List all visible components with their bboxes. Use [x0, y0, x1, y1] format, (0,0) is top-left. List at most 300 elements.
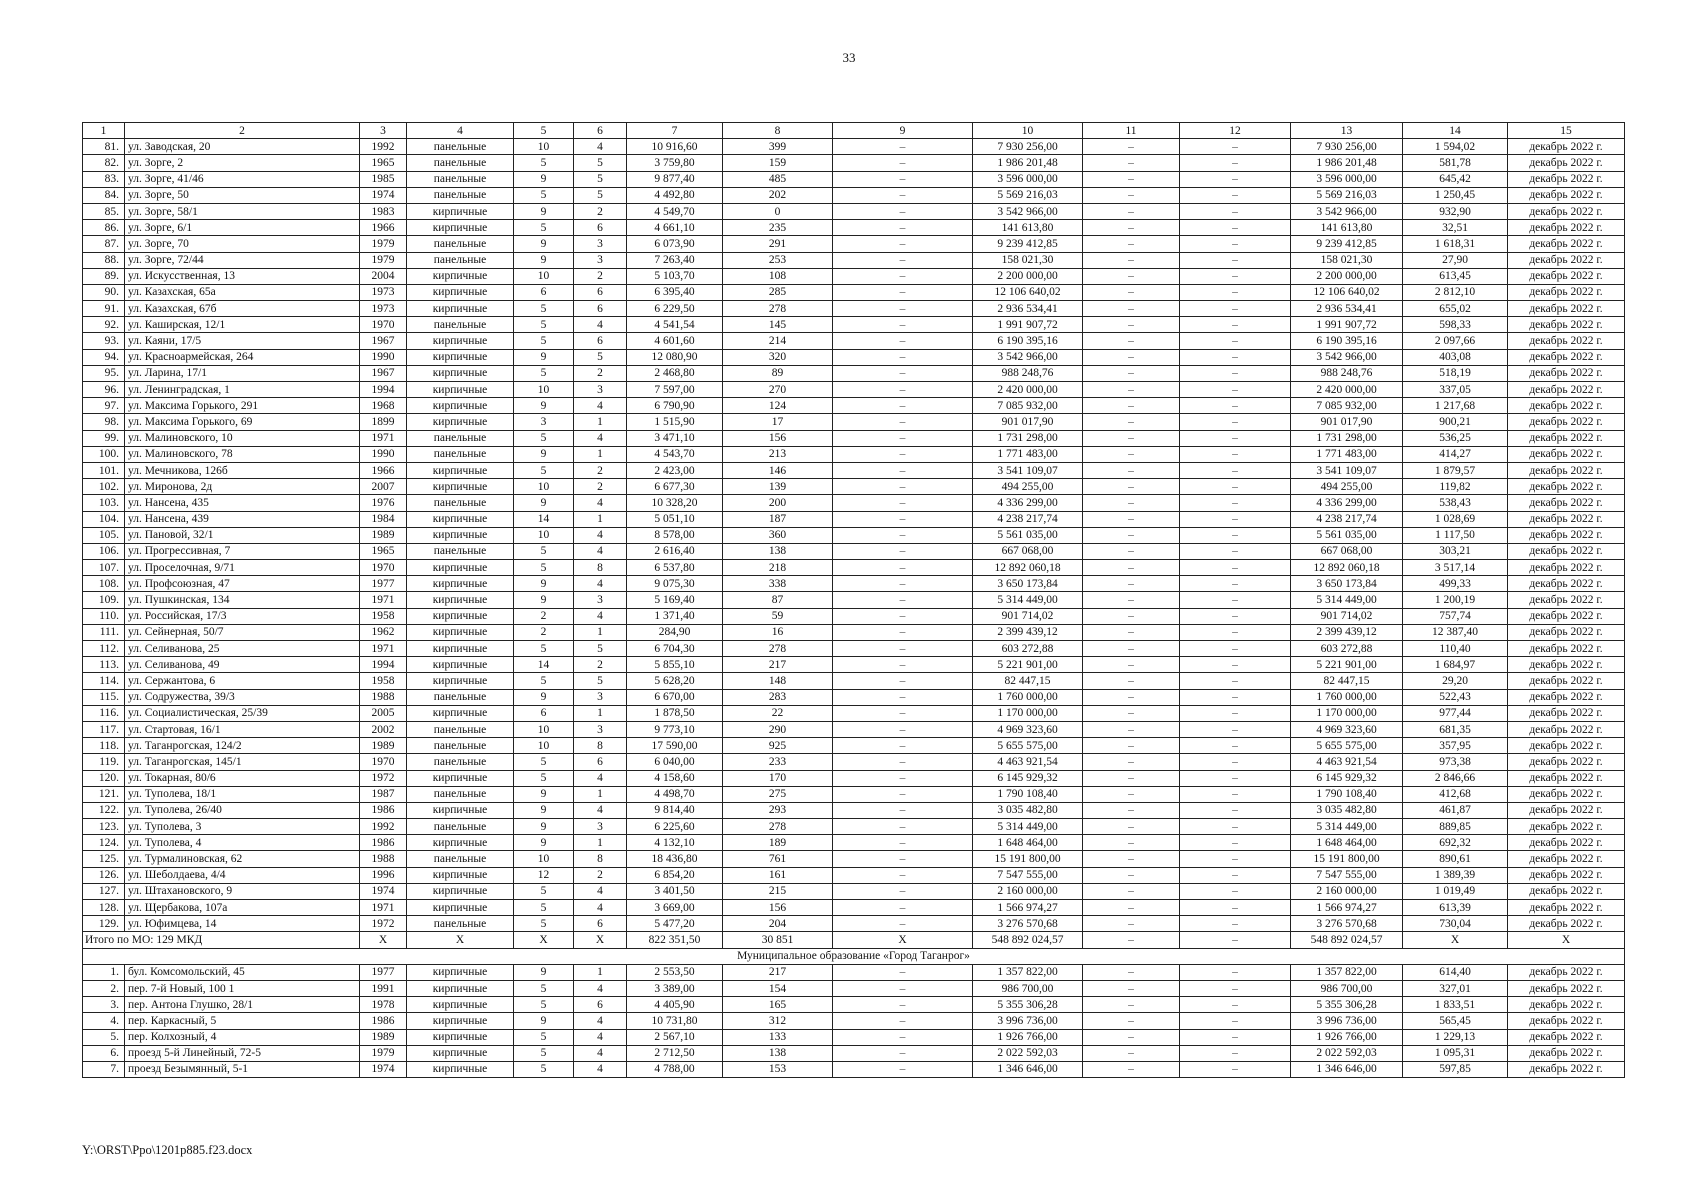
- table-cell: ул. Пановой, 32/1: [125, 527, 360, 543]
- table-cell: –: [1180, 900, 1291, 916]
- table-row: [83, 430, 1625, 446]
- table-cell: ул. Шеболдаева, 4/4: [125, 867, 360, 883]
- table-cell: кирпичные: [407, 220, 514, 236]
- table-cell: 4: [574, 1029, 627, 1045]
- table-cell: ул. Токарная, 80/6: [125, 770, 360, 786]
- table-cell: 2 200 000,00: [1291, 268, 1403, 284]
- table-cell: 107.: [83, 560, 125, 576]
- table-cell: 399: [723, 139, 833, 155]
- table-cell: 122.: [83, 802, 125, 818]
- total-cell: X: [1508, 932, 1625, 948]
- table-cell: 9 814,40: [627, 802, 723, 818]
- table-cell: 403,08: [1403, 349, 1508, 365]
- table-cell: –: [1180, 446, 1291, 462]
- table-row: [83, 511, 1625, 527]
- table-cell: 1970: [360, 754, 407, 770]
- table-cell: 1958: [360, 608, 407, 624]
- table-cell: 1978: [360, 997, 407, 1013]
- column-header: 7: [627, 123, 723, 139]
- table-cell: 6: [574, 301, 627, 317]
- table-row: [83, 203, 1625, 219]
- table-cell: 2005: [360, 705, 407, 721]
- column-header: 4: [407, 123, 514, 139]
- table-cell: 1 389,39: [1403, 867, 1508, 883]
- table-cell: –: [833, 349, 973, 365]
- table-cell: 6 229,50: [627, 301, 723, 317]
- table-cell: кирпичные: [407, 657, 514, 673]
- table-cell: 327,01: [1403, 980, 1508, 996]
- table-cell: 3 471,10: [627, 430, 723, 446]
- table-cell: 6 790,90: [627, 398, 723, 414]
- table-cell: 108: [723, 268, 833, 284]
- table-cell: –: [1083, 916, 1180, 932]
- table-cell: 1966: [360, 220, 407, 236]
- table-cell: 2 097,66: [1403, 333, 1508, 349]
- table-cell: –: [1083, 997, 1180, 1013]
- table-cell: ул. Ленинградская, 1: [125, 382, 360, 398]
- table-row: [83, 851, 1625, 867]
- table-row: [83, 1045, 1625, 1061]
- table-cell: –: [1180, 236, 1291, 252]
- table-row: [83, 819, 1625, 835]
- table-cell: 1972: [360, 770, 407, 786]
- table-cell: ул. Мечникова, 126б: [125, 462, 360, 478]
- table-cell: 202: [723, 187, 833, 203]
- table-row: [83, 835, 1625, 851]
- table-cell: 5 655 575,00: [1291, 738, 1403, 754]
- table-cell: кирпичные: [407, 770, 514, 786]
- table-row: [83, 721, 1625, 737]
- section-title: Муниципальное образование «Город Таганрог»: [83, 948, 1625, 964]
- table-row: [83, 867, 1625, 883]
- table-cell: 156: [723, 900, 833, 916]
- table-cell: декабрь 2022 г.: [1508, 139, 1625, 155]
- table-cell: 12 892 060,18: [973, 560, 1083, 576]
- table-cell: декабрь 2022 г.: [1508, 187, 1625, 203]
- table-cell: 614,40: [1403, 964, 1508, 980]
- table-cell: декабрь 2022 г.: [1508, 883, 1625, 899]
- table-cell: –: [1180, 382, 1291, 398]
- table-cell: 214: [723, 333, 833, 349]
- table-cell: –: [1083, 268, 1180, 284]
- table-cell: 10: [514, 268, 574, 284]
- table-cell: 3.: [83, 997, 125, 1013]
- table-cell: –: [1180, 543, 1291, 559]
- table-cell: декабрь 2022 г.: [1508, 284, 1625, 300]
- table-cell: –: [1083, 883, 1180, 899]
- table-cell: 217: [723, 657, 833, 673]
- table-cell: ул. Туполева, 26/40: [125, 802, 360, 818]
- table-cell: ул. Зорге, 6/1: [125, 220, 360, 236]
- table-cell: –: [833, 495, 973, 511]
- table-cell: 5: [514, 1045, 574, 1061]
- table-cell: –: [1083, 754, 1180, 770]
- table-cell: декабрь 2022 г.: [1508, 576, 1625, 592]
- table-cell: 4: [574, 802, 627, 818]
- table-cell: 1965: [360, 543, 407, 559]
- table-cell: 285: [723, 284, 833, 300]
- table-cell: кирпичные: [407, 462, 514, 478]
- table-cell: кирпичные: [407, 203, 514, 219]
- table-cell: 9: [514, 786, 574, 802]
- table-row: [83, 462, 1625, 478]
- table-cell: 1: [574, 964, 627, 980]
- table-cell: 4: [574, 1061, 627, 1077]
- table-cell: 293: [723, 802, 833, 818]
- table-cell: панельные: [407, 851, 514, 867]
- table-cell: 1 095,31: [1403, 1045, 1508, 1061]
- table-cell: 5: [514, 220, 574, 236]
- table-cell: –: [833, 365, 973, 381]
- table-cell: –: [833, 268, 973, 284]
- table-cell: –: [1180, 802, 1291, 818]
- table-cell: 10: [514, 382, 574, 398]
- table-cell: 681,35: [1403, 721, 1508, 737]
- column-header: 12: [1180, 123, 1291, 139]
- table-cell: ул. Красноармейская, 264: [125, 349, 360, 365]
- table-cell: –: [833, 479, 973, 495]
- table-cell: 4 969 323,60: [1291, 721, 1403, 737]
- table-cell: 7 930 256,00: [1291, 139, 1403, 155]
- total-label: Итого по МО: 129 МКД: [83, 932, 360, 948]
- table-cell: –: [833, 964, 973, 980]
- table-cell: 187: [723, 511, 833, 527]
- table-cell: 900,21: [1403, 414, 1508, 430]
- table-cell: 5 355 306,28: [1291, 997, 1403, 1013]
- table-cell: пер. Антона Глушко, 28/1: [125, 997, 360, 1013]
- table-cell: ул. Казахская, 67б: [125, 301, 360, 317]
- table-cell: 1 170 000,00: [1291, 705, 1403, 721]
- table-cell: 99.: [83, 430, 125, 446]
- table-cell: декабрь 2022 г.: [1508, 317, 1625, 333]
- table-cell: 337,05: [1403, 382, 1508, 398]
- table-cell: кирпичные: [407, 365, 514, 381]
- table-cell: 6: [514, 284, 574, 300]
- table-cell: 7 547 555,00: [1291, 867, 1403, 883]
- table-cell: 116.: [83, 705, 125, 721]
- table-cell: 4: [574, 980, 627, 996]
- table-cell: кирпичные: [407, 867, 514, 883]
- table-cell: 3 759,80: [627, 155, 723, 171]
- table-cell: 5: [514, 301, 574, 317]
- table-cell: 5 561 035,00: [1291, 527, 1403, 543]
- table-cell: декабрь 2022 г.: [1508, 754, 1625, 770]
- table-cell: 291: [723, 236, 833, 252]
- table-cell: декабрь 2022 г.: [1508, 1061, 1625, 1077]
- table-cell: 290: [723, 721, 833, 737]
- table-cell: 1977: [360, 576, 407, 592]
- table-cell: 6.: [83, 1045, 125, 1061]
- table-cell: –: [1180, 883, 1291, 899]
- table-cell: 145: [723, 317, 833, 333]
- table-cell: 461,87: [1403, 802, 1508, 818]
- table-cell: 3 541 109,07: [973, 462, 1083, 478]
- table-cell: 1992: [360, 819, 407, 835]
- table-cell: 730,04: [1403, 916, 1508, 932]
- table-cell: 6: [574, 997, 627, 1013]
- table-cell: 5: [574, 349, 627, 365]
- table-cell: кирпичные: [407, 414, 514, 430]
- table-cell: 1976: [360, 495, 407, 511]
- table-row: [83, 980, 1625, 996]
- table-cell: 1 371,40: [627, 608, 723, 624]
- table-cell: 1988: [360, 851, 407, 867]
- table-cell: кирпичные: [407, 511, 514, 527]
- table-cell: 1: [574, 786, 627, 802]
- table-cell: 3 596 000,00: [973, 171, 1083, 187]
- table-cell: –: [1083, 900, 1180, 916]
- table-cell: –: [1083, 495, 1180, 511]
- table-cell: 360: [723, 527, 833, 543]
- table-cell: 1967: [360, 365, 407, 381]
- table-cell: 6 040,00: [627, 754, 723, 770]
- table-cell: 4: [574, 317, 627, 333]
- table-cell: декабрь 2022 г.: [1508, 171, 1625, 187]
- table-cell: 96.: [83, 382, 125, 398]
- table-cell: ул. Туполева, 3: [125, 819, 360, 835]
- table-cell: 146: [723, 462, 833, 478]
- table-cell: 4: [574, 527, 627, 543]
- table-cell: 102.: [83, 479, 125, 495]
- table-cell: панельные: [407, 689, 514, 705]
- table-cell: –: [833, 980, 973, 996]
- table-row: [83, 1029, 1625, 1045]
- table-row: [83, 705, 1625, 721]
- table-cell: 89.: [83, 268, 125, 284]
- table-cell: 1958: [360, 673, 407, 689]
- table-cell: 1994: [360, 382, 407, 398]
- table-row: [83, 382, 1625, 398]
- table-cell: кирпичные: [407, 673, 514, 689]
- table-cell: 12 106 640,02: [1291, 284, 1403, 300]
- table-cell: декабрь 2022 г.: [1508, 835, 1625, 851]
- table-cell: кирпичные: [407, 479, 514, 495]
- table-cell: 1 618,31: [1403, 236, 1508, 252]
- table-cell: ул. Селиванова, 25: [125, 641, 360, 657]
- table-cell: 2 553,50: [627, 964, 723, 980]
- table-cell: 1989: [360, 738, 407, 754]
- table-cell: 170: [723, 770, 833, 786]
- table-cell: 2: [514, 624, 574, 640]
- table-cell: 645,42: [1403, 171, 1508, 187]
- housing-table: [82, 122, 1625, 1078]
- table-row: [83, 689, 1625, 705]
- table-cell: 82.: [83, 155, 125, 171]
- section-row: [83, 948, 1625, 964]
- table-cell: декабрь 2022 г.: [1508, 495, 1625, 511]
- table-cell: 128.: [83, 900, 125, 916]
- table-cell: 6 073,90: [627, 236, 723, 252]
- table-cell: 9: [514, 1013, 574, 1029]
- table-cell: 3: [574, 592, 627, 608]
- table-cell: 4 788,00: [627, 1061, 723, 1077]
- table-cell: ул. Таганрогская, 145/1: [125, 754, 360, 770]
- table-cell: –: [833, 252, 973, 268]
- table-cell: кирпичные: [407, 835, 514, 851]
- table-cell: ул. Зорге, 70: [125, 236, 360, 252]
- table-cell: ул. Туполева, 18/1: [125, 786, 360, 802]
- table-cell: 17 590,00: [627, 738, 723, 754]
- table-cell: 12 892 060,18: [1291, 560, 1403, 576]
- table-cell: 6: [514, 705, 574, 721]
- table-cell: декабрь 2022 г.: [1508, 1029, 1625, 1045]
- table-cell: кирпичные: [407, 997, 514, 1013]
- table-cell: 9 239 412,85: [973, 236, 1083, 252]
- table-cell: 667 068,00: [973, 543, 1083, 559]
- table-cell: 522,43: [1403, 689, 1508, 705]
- table-cell: 6: [574, 220, 627, 236]
- table-cell: –: [1180, 592, 1291, 608]
- table-cell: –: [833, 721, 973, 737]
- table-cell: 1974: [360, 1061, 407, 1077]
- table-cell: 10 731,80: [627, 1013, 723, 1029]
- table-cell: 278: [723, 641, 833, 657]
- table-cell: 4.: [83, 1013, 125, 1029]
- table-row: [83, 349, 1625, 365]
- table-cell: –: [1083, 576, 1180, 592]
- table-cell: –: [833, 527, 973, 543]
- table-cell: 114.: [83, 673, 125, 689]
- table-cell: –: [833, 786, 973, 802]
- table-cell: 59: [723, 608, 833, 624]
- table-cell: –: [1180, 268, 1291, 284]
- table-cell: 1 790 108,40: [973, 786, 1083, 802]
- table-cell: 5: [514, 770, 574, 786]
- table-cell: 1974: [360, 883, 407, 899]
- table-cell: 5: [514, 883, 574, 899]
- table-cell: 6 190 395,16: [1291, 333, 1403, 349]
- table-cell: ул. Турмалиновская, 62: [125, 851, 360, 867]
- table-cell: 15 191 800,00: [973, 851, 1083, 867]
- table-cell: 1 833,51: [1403, 997, 1508, 1013]
- table-cell: кирпичные: [407, 608, 514, 624]
- table-cell: кирпичные: [407, 1013, 514, 1029]
- table-cell: 2 420 000,00: [1291, 382, 1403, 398]
- table-cell: –: [833, 819, 973, 835]
- table-cell: панельные: [407, 317, 514, 333]
- table-cell: 9: [514, 964, 574, 980]
- table-cell: 2 160 000,00: [973, 883, 1083, 899]
- table-cell: –: [1180, 754, 1291, 770]
- table-cell: 148: [723, 673, 833, 689]
- table-cell: 1983: [360, 203, 407, 219]
- table-cell: кирпичные: [407, 560, 514, 576]
- table-cell: 4: [574, 576, 627, 592]
- table-cell: 10: [514, 527, 574, 543]
- table-cell: 5 314 449,00: [973, 592, 1083, 608]
- table-cell: 9 075,30: [627, 576, 723, 592]
- table-cell: панельные: [407, 495, 514, 511]
- table-cell: 4 158,60: [627, 770, 723, 786]
- table-cell: 2 399 439,12: [973, 624, 1083, 640]
- table-cell: 1974: [360, 187, 407, 203]
- table-cell: 1 926 766,00: [1291, 1029, 1403, 1045]
- table-row: [83, 900, 1625, 916]
- table-cell: –: [833, 657, 973, 673]
- table-cell: –: [1083, 382, 1180, 398]
- table-cell: 2 160 000,00: [1291, 883, 1403, 899]
- table-cell: 338: [723, 576, 833, 592]
- table-body: [83, 123, 1625, 1078]
- table-cell: 129.: [83, 916, 125, 932]
- table-cell: 138: [723, 543, 833, 559]
- table-cell: 6 225,60: [627, 819, 723, 835]
- table-cell: 320: [723, 349, 833, 365]
- table-cell: –: [1083, 641, 1180, 657]
- table-cell: панельные: [407, 430, 514, 446]
- table-cell: –: [1180, 657, 1291, 673]
- table-cell: 5: [514, 187, 574, 203]
- table-row: [83, 624, 1625, 640]
- table-cell: 9 239 412,85: [1291, 236, 1403, 252]
- table-cell: –: [833, 1061, 973, 1077]
- table-cell: 757,74: [1403, 608, 1508, 624]
- table-row: [83, 964, 1625, 980]
- table-row: [83, 317, 1625, 333]
- table-cell: кирпичные: [407, 527, 514, 543]
- table-cell: декабрь 2022 г.: [1508, 738, 1625, 754]
- table-cell: 275: [723, 786, 833, 802]
- table-cell: 84.: [83, 187, 125, 203]
- table-row: [83, 527, 1625, 543]
- table-cell: –: [1180, 608, 1291, 624]
- table-cell: –: [1083, 802, 1180, 818]
- table-cell: –: [1180, 1013, 1291, 1029]
- table-cell: 1 250,45: [1403, 187, 1508, 203]
- table-cell: 27,90: [1403, 252, 1508, 268]
- table-cell: –: [1180, 705, 1291, 721]
- table-cell: пер. Колхозный, 4: [125, 1029, 360, 1045]
- table-cell: 111.: [83, 624, 125, 640]
- table-cell: –: [833, 1029, 973, 1045]
- table-cell: 16: [723, 624, 833, 640]
- table-cell: 4: [574, 430, 627, 446]
- table-cell: пер. Каркасный, 5: [125, 1013, 360, 1029]
- table-cell: 156: [723, 430, 833, 446]
- table-cell: 2 936 534,41: [1291, 301, 1403, 317]
- table-cell: 3 035 482,80: [1291, 802, 1403, 818]
- table-cell: декабрь 2022 г.: [1508, 673, 1625, 689]
- table-cell: 85.: [83, 203, 125, 219]
- table-cell: –: [833, 689, 973, 705]
- table-cell: декабрь 2022 г.: [1508, 1045, 1625, 1061]
- table-row: [83, 802, 1625, 818]
- table-cell: 655,02: [1403, 301, 1508, 317]
- table-cell: 200: [723, 495, 833, 511]
- table-cell: 3 542 966,00: [1291, 203, 1403, 219]
- table-cell: 9: [514, 349, 574, 365]
- table-cell: панельные: [407, 236, 514, 252]
- table-cell: декабрь 2022 г.: [1508, 446, 1625, 462]
- table-cell: 3 541 109,07: [1291, 462, 1403, 478]
- table-cell: –: [1083, 414, 1180, 430]
- table-cell: декабрь 2022 г.: [1508, 997, 1625, 1013]
- table-cell: панельные: [407, 171, 514, 187]
- table-cell: –: [1180, 689, 1291, 705]
- table-cell: 761: [723, 851, 833, 867]
- table-cell: 5: [514, 980, 574, 996]
- table-cell: –: [833, 171, 973, 187]
- table-cell: 138: [723, 1045, 833, 1061]
- table-cell: декабрь 2022 г.: [1508, 301, 1625, 317]
- table-cell: ул. Зорге, 41/46: [125, 171, 360, 187]
- table-cell: –: [1180, 835, 1291, 851]
- table-row: [83, 495, 1625, 511]
- table-cell: 3 542 966,00: [973, 203, 1083, 219]
- total-cell: 548 892 024,57: [973, 932, 1083, 948]
- table-cell: 3 542 966,00: [973, 349, 1083, 365]
- table-cell: 1 515,90: [627, 414, 723, 430]
